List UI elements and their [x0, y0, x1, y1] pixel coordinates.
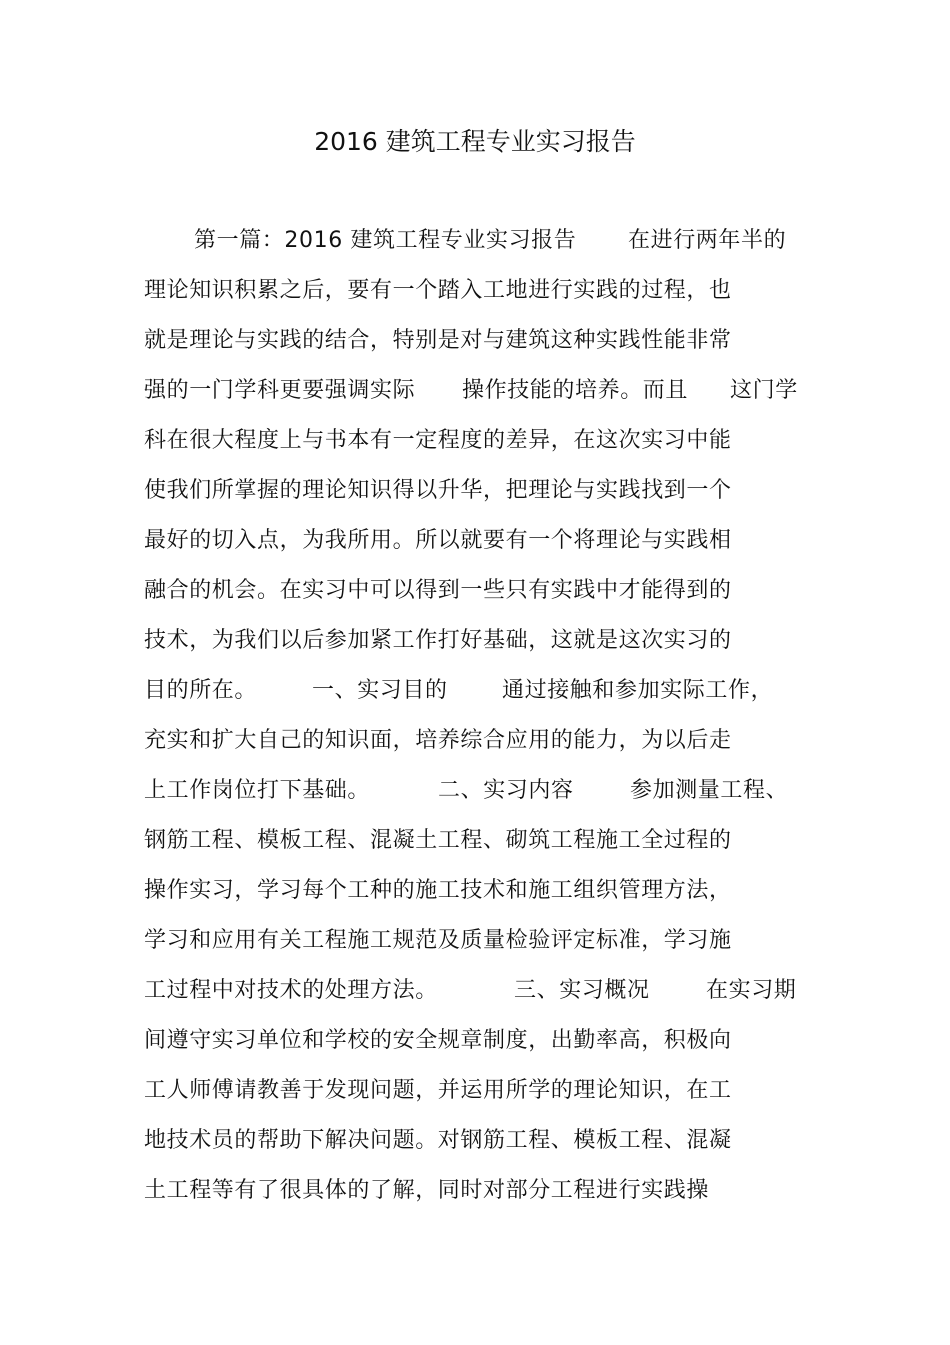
line-segment: 一、实习目的 [312, 678, 448, 703]
line-segment: 上工作岗位打下基础。 [144, 778, 371, 803]
line-segment: 目的所在。 [144, 678, 258, 703]
line-segment: 技术，为我们以后参加紧工作打好基础，这就是这次实习的 [144, 628, 732, 653]
line-segment: 在实习期 [706, 978, 797, 1003]
line-segment: 最好的切入点，为我所用。所以就要有一个将理论与实践相 [144, 528, 732, 553]
line-segment: 钢筋工程、模板工程、混凝土工程、砌筑工程施工全过程的 [144, 828, 732, 853]
line-segment: 这门学 [730, 378, 798, 403]
line-segment: 工人师傅请教善于发现问题，并运用所学的理论知识，在工 [144, 1078, 732, 1103]
line-segment: 在进行两年半的 [628, 228, 787, 253]
line-segment: 第一篇：2016 建筑工程专业实习报告 [194, 228, 577, 253]
line-segment: 二、实习内容 [438, 778, 574, 803]
line-segment: 就是理论与实践的结合，特别是对与建筑这种实践性能非常 [144, 328, 732, 353]
line-segment: 地技术员的帮助下解决问题。对钢筋工程、模板工程、混凝 [144, 1128, 732, 1153]
line-segment: 间遵守实习单位和学校的安全规章制度，出勤率高，积极向 [144, 1028, 732, 1053]
line-segment: 融合的机会。在实习中可以得到一些只有实践中才能得到的 [144, 578, 732, 603]
line-segment: 参加测量工程、 [630, 778, 789, 803]
line-segment: 操作技能的培养。而且 [462, 378, 689, 403]
line-segment: 强的一门学科更要强调实际 [144, 378, 416, 403]
line-segment: 科在很大程度上与书本有一定程度的差异，在这次实习中能 [144, 428, 732, 453]
line-segment: 学习和应用有关工程施工规范及质量检验评定标准，学习施 [144, 928, 732, 953]
line-segment: 通过接触和参加实际工作， [502, 678, 774, 703]
line-segment: 三、实习概况 [514, 978, 650, 1003]
document-title: 2016 建筑工程专业实习报告 [314, 127, 636, 156]
line-segment: 充实和扩大自己的知识面，培养综合应用的能力，为以后走 [144, 728, 732, 753]
body-line-20 [144, 1176, 710, 1266]
line-segment: 土工程等有了很具体的了解，同时对部分工程进行实践操 [144, 1178, 710, 1203]
line-segment: 工过程中对技术的处理方法。 [144, 978, 438, 1003]
line-segment: 理论知识积累之后，要有一个踏入工地进行实践的过程，也 [144, 278, 732, 303]
line-segment: 操作实习，学习每个工种的施工技术和施工组织管理方法， [144, 878, 732, 903]
line-segment: 使我们所掌握的理论知识得以升华，把理论与实践找到一个 [144, 478, 732, 503]
